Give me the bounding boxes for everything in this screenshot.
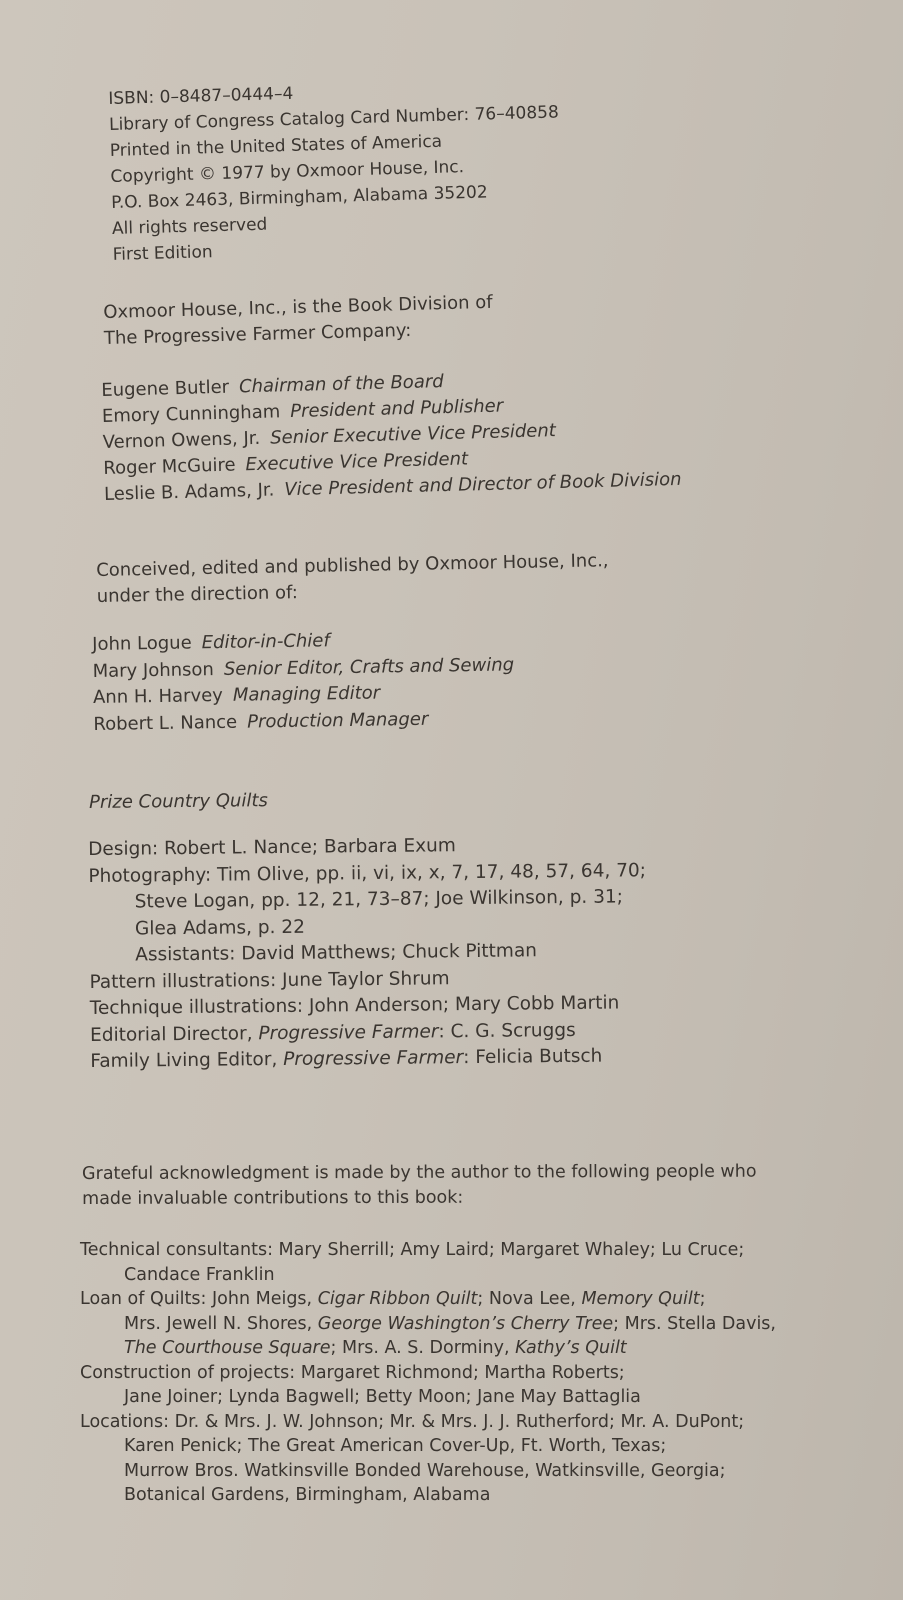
credit-role: Family Living Editor,	[90, 1048, 284, 1072]
editor-title: Senior Editor, Crafts and Sewing	[223, 653, 515, 680]
edition-line: First Edition	[112, 242, 213, 265]
text-span: ; Mrs. Stella Davis,	[613, 1313, 776, 1334]
conceived-line: under the direction of:	[96, 582, 298, 607]
editor-title: Managing Editor	[232, 682, 381, 706]
division-statement	[103, 290, 494, 352]
photography-credit-cont: Glea Adams, p. 22	[134, 916, 306, 940]
text-span: ; Nova Lee,	[477, 1289, 582, 1309]
photography-credit-cont: Steve Logan, pp. 12, 21, 73–87; Joe Wilkinson, p. 31;	[134, 886, 624, 913]
book-title: Prize Country Quilts	[89, 790, 268, 813]
technical-consultants: Technical consultants: Mary Sherrill; Amy Laird; Margaret Whaley; Lu Cruce;	[80, 1240, 745, 1260]
text-span: Loan of Quilts: John Meigs,	[80, 1289, 318, 1309]
technique-credit: Technique illustrations: John Anderson; Mary Cobb Martin	[89, 992, 620, 1019]
acknowledgments-list	[80, 1238, 776, 1508]
pattern-credit: Pattern illustrations: June Taylor Shrum	[89, 967, 450, 993]
acknowledgment-intro-line: made invaluable contributions to this book:	[82, 1187, 464, 1209]
credit-role: Editorial Director,	[89, 1022, 259, 1046]
editor-name: Ann H. Harvey	[92, 684, 224, 708]
address-line: P.O. Box 2463, Birmingham, Alabama 35202	[110, 182, 488, 213]
isbn-line: ISBN: 0–8487–0444–4	[108, 83, 294, 109]
loan-of-quilts-cont	[80, 1312, 776, 1337]
construction-of-projects: Construction of projects: Margaret Richmond; Martha Roberts;	[80, 1362, 625, 1383]
officer-title: Vice President and Director of Book Division	[284, 468, 682, 501]
credit-person: : C. G. Scruggs	[438, 1019, 576, 1042]
officers-list	[101, 363, 682, 508]
construction-of-projects-cont: Jane Joiner; Lynda Bagwell; Betty Moon; Jane May Battaglia	[124, 1387, 641, 1407]
copyright-block	[108, 73, 563, 267]
officer-title: President and Publisher	[289, 395, 504, 423]
acknowledgment-intro-line: Grateful acknowledgment is made by the author to the following people who	[82, 1161, 757, 1184]
catalog-number-line: Library of Congress Catalog Card Number: 76–40858	[108, 102, 560, 135]
copyright-line: Copyright © 1977 by Oxmoor House, Inc.	[110, 157, 465, 187]
quilt-name: The Courthouse Square	[124, 1338, 331, 1358]
photography-credit: Photography: Tim Olive, pp. ii, vi, ix, x, 7, 17, 48, 57, 64, 70;	[88, 859, 647, 887]
assistants-credit: Assistants: David Matthews; Chuck Pittman	[135, 940, 538, 966]
officer-title: Executive Vice President	[245, 448, 469, 476]
quilt-name: George Washington’s Cherry Tree	[317, 1313, 614, 1334]
officer-name: Eugene Butler	[101, 376, 230, 401]
editor-name: Robert L. Nance	[93, 711, 238, 735]
text-span: ;	[699, 1289, 706, 1309]
locations: Locations: Dr. & Mrs. J. W. Johnson; Mr. & Mrs. J. J. Rutherford; Mr. A. DuPont;	[80, 1411, 745, 1432]
locations-cont: Botanical Gardens, Birmingham, Alabama	[124, 1485, 491, 1505]
quilt-name: Memory Quilt	[581, 1289, 700, 1309]
editor-title: Production Manager	[247, 708, 429, 733]
printed-line: Printed in the United States of America	[109, 131, 443, 161]
editor-name: Mary Johnson	[92, 658, 215, 682]
locations-cont: Karen Penick; The Great American Cover-Up, Ft. Worth, Texas;	[124, 1436, 667, 1456]
loan-of-quilts-cont	[80, 1336, 776, 1361]
conceived-statement	[96, 548, 609, 610]
conceived-line: Conceived, edited and published by Oxmoor House, Inc.,	[96, 550, 609, 581]
editor-title: Editor-in-Chief	[201, 630, 330, 654]
division-line: Oxmoor House, Inc., is the Book Division of	[103, 291, 493, 323]
officer-name: Leslie B. Adams, Jr.	[103, 479, 275, 505]
rights-line: All rights reserved	[111, 214, 268, 239]
design-credit: Design: Robert L. Nance; Barbara Exum	[88, 835, 456, 860]
officer-title: Senior Executive Vice President	[269, 420, 557, 449]
officer-title: Chairman of the Board	[238, 371, 444, 398]
loan-of-quilts	[80, 1287, 776, 1312]
book-title-block	[89, 790, 268, 813]
editor-name: John Logue	[92, 632, 192, 655]
division-line: The Progressive Farmer Company:	[103, 319, 412, 349]
officer-name: Vernon Owens, Jr.	[102, 427, 261, 453]
magazine-name: Progressive Farmer	[283, 1047, 464, 1070]
credit-person: : Felicia Butsch	[463, 1045, 603, 1069]
officer-name: Roger McGuire	[103, 454, 236, 479]
quilt-name: Cigar Ribbon Quilt	[317, 1289, 478, 1309]
editors-list	[92, 625, 515, 738]
credits-list	[88, 831, 648, 1075]
text-span: Mrs. Jewell N. Shores,	[124, 1313, 318, 1334]
acknowledgment-intro	[82, 1160, 757, 1212]
family-living-credit	[90, 1043, 648, 1075]
locations-cont: Murrow Bros. Watkinsville Bonded Warehouse, Watkinsville, Georgia;	[124, 1460, 726, 1481]
technical-consultants-cont: Candace Franklin	[124, 1264, 275, 1285]
quilt-name: Kathy’s Quilt	[515, 1338, 627, 1358]
officer-name: Emory Cunningham	[101, 401, 281, 427]
text-span: ; Mrs. A. S. Dorminy,	[330, 1338, 516, 1358]
magazine-name: Progressive Farmer	[258, 1020, 439, 1044]
